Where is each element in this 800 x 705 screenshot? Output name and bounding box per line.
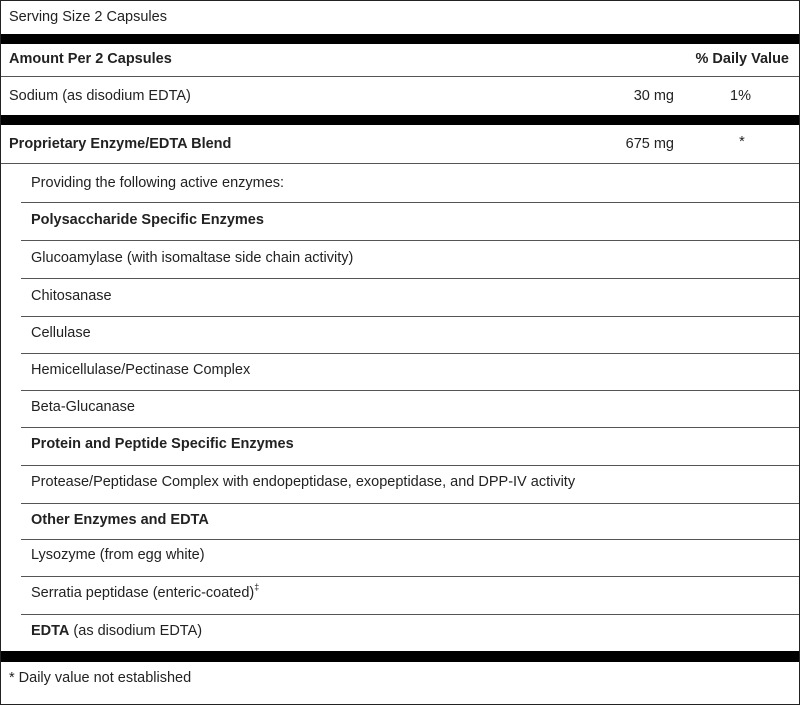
- sub-row: [1, 241, 799, 278]
- sodium-name: Sodium (as disodium EDTA): [9, 88, 191, 104]
- sub-row: [1, 391, 799, 427]
- serratia-text: [31, 582, 260, 601]
- sub-row: [1, 317, 799, 353]
- edta-detail: (as disodium EDTA): [69, 623, 203, 639]
- double-dagger-mark: ‡: [254, 582, 260, 593]
- sub-row-heading: [1, 504, 799, 539]
- sub-row-text: Glucoamylase (with isomaltase side chain activity): [31, 250, 354, 266]
- blend-row: [1, 125, 799, 163]
- sodium-dv: 1%: [730, 88, 751, 104]
- sub-row-heading: [1, 428, 799, 465]
- sodium-row: [1, 77, 799, 115]
- edta-row: [1, 615, 799, 651]
- sub-row-text: Beta-Glucanase: [31, 399, 135, 415]
- thick-divider: [1, 115, 799, 125]
- sub-row-heading: [1, 203, 799, 240]
- edta-text: [31, 623, 202, 639]
- edta-name: EDTA: [31, 623, 70, 639]
- sub-row: [1, 164, 799, 202]
- serratia-row: [1, 577, 799, 614]
- serving-size: Serving Size 2 Capsules: [9, 9, 167, 25]
- sub-row-text: Chitosanase: [31, 288, 112, 304]
- thick-divider: [1, 34, 799, 44]
- blend-name: Proprietary Enzyme/EDTA Blend: [9, 136, 232, 152]
- sub-row-text: Other Enzymes and EDTA: [31, 512, 209, 528]
- serratia-name: Serratia peptidase (enteric-coated): [31, 585, 255, 601]
- thick-divider: [1, 651, 799, 662]
- serving-size-row: [1, 1, 799, 34]
- sub-row: [1, 354, 799, 390]
- sub-row: [1, 279, 799, 316]
- footnote: * Daily value not established: [9, 670, 192, 686]
- footnote-row: [1, 662, 799, 704]
- header-row: [1, 44, 799, 76]
- sub-row-text: Hemicellulase/Pectinase Complex: [31, 362, 251, 378]
- sodium-amount: 30 mg: [633, 88, 674, 104]
- blend-amount: 675 mg: [625, 136, 674, 152]
- sub-row: [1, 540, 799, 576]
- sub-row-text: Lysozyme (from egg white): [31, 547, 205, 563]
- sub-row-text: Protease/Peptidase Complex with endopeptidase, exopeptidase, and DPP-IV activity: [31, 474, 576, 490]
- blend-dv: *: [739, 134, 745, 150]
- sub-row-text: Cellulase: [31, 325, 91, 341]
- amount-per-label: Amount Per 2 Capsules: [9, 51, 172, 67]
- sub-row-text: Providing the following active enzymes:: [31, 175, 285, 191]
- sub-row: [1, 466, 799, 503]
- sub-row-text: Protein and Peptide Specific Enzymes: [31, 436, 294, 452]
- daily-value-label: % Daily Value: [695, 51, 789, 67]
- sub-row-text: Polysaccharide Specific Enzymes: [31, 212, 264, 228]
